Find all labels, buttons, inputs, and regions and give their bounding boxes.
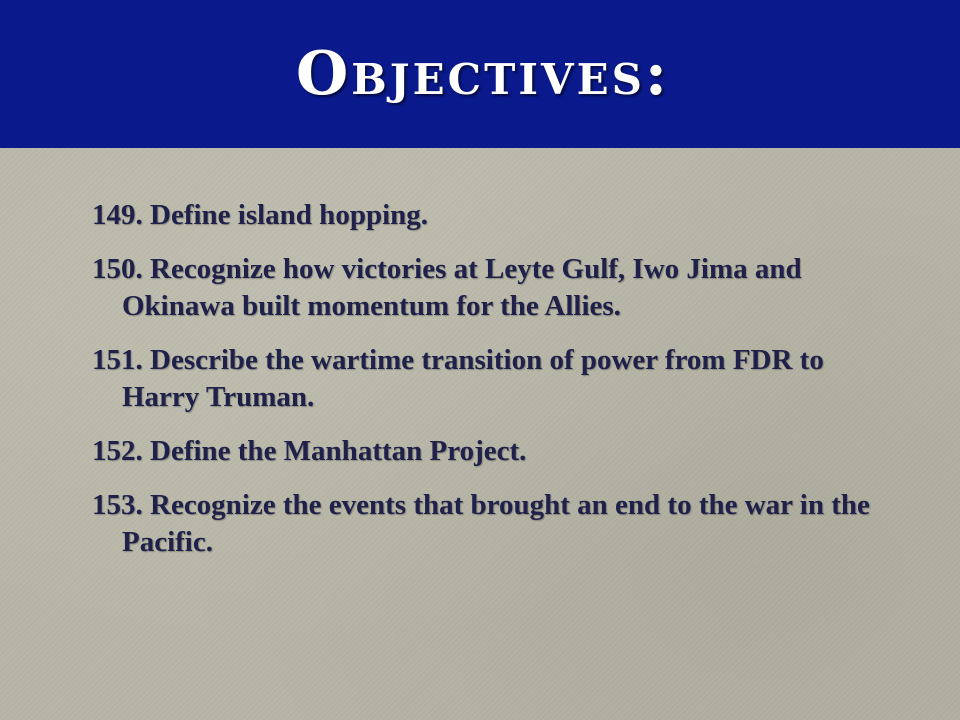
objective-item: 152. Define the Manhattan Project. bbox=[92, 435, 527, 467]
title-bar bbox=[0, 0, 960, 148]
objective-item: 151. Describe the wartime transition of power from FDR to Harry Truman. bbox=[92, 344, 824, 413]
slide-title: Objectives: bbox=[296, 39, 671, 109]
objective-item: 149. Define island hopping. bbox=[92, 199, 429, 231]
objective-item: 150. Recognize how victories at Leyte Gulf, Iwo Jima and Okinawa built momentum for the Allies. bbox=[92, 253, 802, 322]
objective-item: 153. Recognize the events that brought an end to the war in the Pacific. bbox=[92, 489, 870, 558]
objectives-list bbox=[92, 197, 882, 578]
